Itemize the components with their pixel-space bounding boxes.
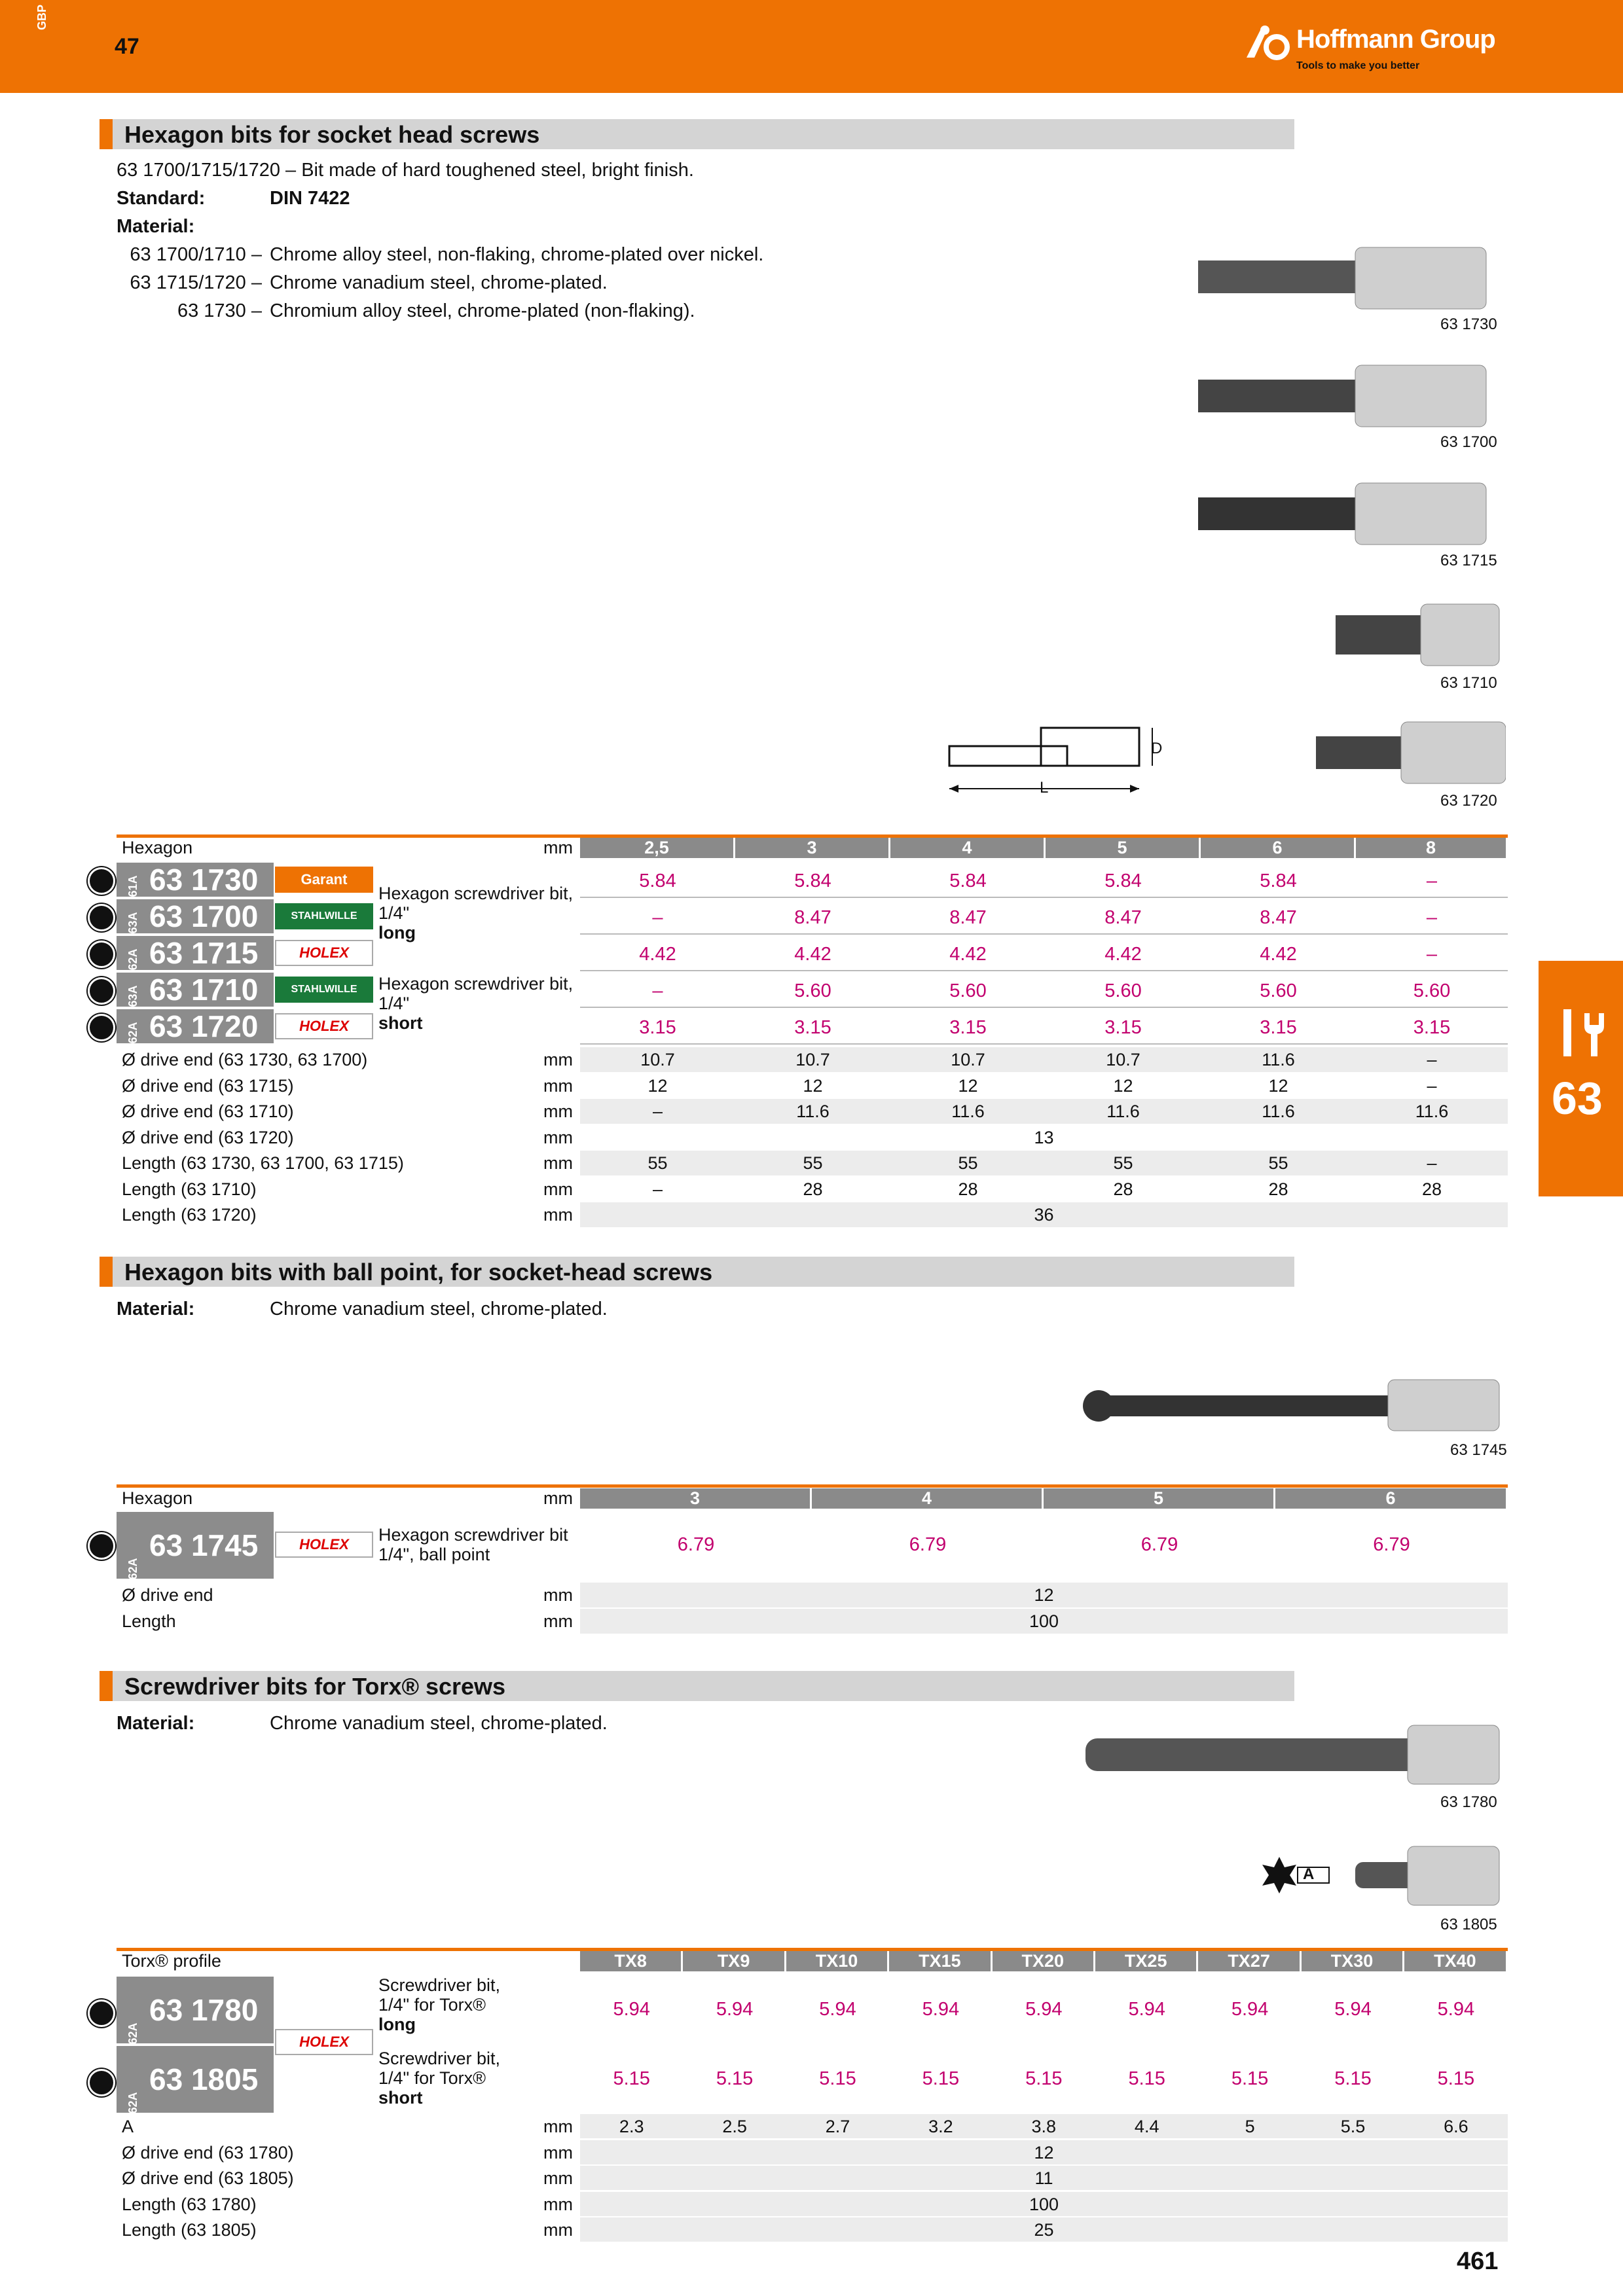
size-header: TX15 (889, 1951, 992, 1971)
dimension-value: 12 (1034, 1585, 1054, 1605)
image-caption: 63 1805 (1440, 1916, 1497, 1933)
article-prefix: 62A (126, 1558, 139, 1580)
dimension-value: 12 (803, 1075, 823, 1096)
image-caption: 63 1745 (1450, 1441, 1507, 1459)
price-cell: 5.15 (1334, 2068, 1372, 2089)
material-label: Material: (117, 216, 195, 237)
size-header: 6 (1201, 838, 1356, 858)
price-cell: 8.47 (1104, 907, 1142, 928)
price-cell: 6.79 (909, 1534, 947, 1555)
dimension-drawing (943, 720, 1185, 798)
wrench-screwdriver-icon (1558, 1007, 1604, 1059)
price-cell: – (652, 980, 663, 1001)
article-number (117, 936, 274, 970)
stock-dot-icon (88, 977, 115, 1005)
dimension-value: 28 (1113, 1179, 1133, 1199)
article-no: 63 1745 (149, 1528, 259, 1562)
brand-logo (1244, 20, 1519, 79)
material-text: Chrome vanadium steel, chrome-plated. (270, 1713, 608, 1734)
bit-image-63-1720 (1316, 717, 1506, 789)
holex-logo: HOLEX (275, 2029, 373, 2055)
dimension-value: 36 (1034, 1205, 1054, 1225)
unit-label: mm (543, 1488, 573, 1508)
article-number (117, 1009, 274, 1043)
size-header: 6 (1275, 1488, 1508, 1509)
article-number (117, 973, 274, 1007)
description-long (378, 1975, 500, 2034)
material-text: Chrome vanadium steel, chrome-plated. (270, 272, 608, 293)
size-header: TX9 (683, 1951, 786, 1971)
size-header: TX30 (1302, 1951, 1404, 1971)
bit-image-63-1715 (1198, 478, 1506, 550)
dimension-value: 2.7 (825, 2117, 850, 2136)
unit-label: mm (543, 2220, 573, 2240)
dimension-label: Ø drive end (63 1780) (122, 2142, 294, 2162)
dimension-value: – (652, 1179, 663, 1199)
dimension-value: 12 (1034, 2142, 1054, 2162)
size-header: 5 (1046, 838, 1201, 858)
size-header: 3 (580, 1488, 812, 1509)
article-prefix: 61A (126, 875, 139, 897)
stahlwille-logo: STAHLWILLE (275, 903, 373, 929)
size-header: 8 (1356, 838, 1508, 858)
desc-line: long (378, 923, 416, 942)
page-header (0, 0, 1623, 93)
section-title-torx (100, 1671, 1294, 1701)
size-header: TX25 (1095, 1951, 1198, 1971)
price-cell: 3.15 (639, 1017, 676, 1038)
price-cell: 5.60 (1104, 980, 1142, 1001)
dimension-label: A (122, 2117, 134, 2136)
dimension-label: Length (63 1710) (122, 1179, 257, 1199)
dimension-value: 3.8 (1031, 2117, 1057, 2136)
material-text: Chrome alloy steel, non-flaking, chrome-plated over nickel. (270, 244, 764, 265)
price-cell: 5.94 (1025, 1999, 1063, 2020)
article-prefix: 63A (126, 912, 139, 934)
price-cell: 5.84 (949, 870, 987, 891)
dimension-value: 12 (647, 1075, 668, 1096)
stock-dot-icon (88, 1532, 115, 1560)
section-title-text: Hexagon bits for socket head screws (124, 121, 540, 148)
bit-image-63-1780 (1080, 1721, 1506, 1787)
desc-line: Hexagon screwdriver bit (378, 1525, 568, 1545)
unit-label: mm (543, 1585, 573, 1605)
price-cell: 5.94 (1334, 1999, 1372, 2020)
dimension-label: Ø drive end (63 1720) (122, 1127, 294, 1147)
price-cell: 5.15 (1437, 2068, 1475, 2089)
unit-label: mm (543, 1611, 573, 1631)
price-cell: 4.42 (794, 944, 831, 965)
dimension-value: 5.5 (1340, 2117, 1366, 2136)
dimension-value: – (1427, 1050, 1437, 1069)
dimension-label: Ø drive end (63 1715) (122, 1075, 294, 1096)
catalog-code: GBP (35, 4, 48, 30)
standard-label: Standard: (117, 188, 206, 209)
desc-line: Hexagon screwdriver bit, (378, 884, 574, 903)
dimension-value: 28 (803, 1179, 823, 1199)
price-cell: 6.79 (677, 1534, 715, 1555)
dimension-value: 6.6 (1444, 2117, 1468, 2136)
price-cell: 5.15 (716, 2068, 754, 2089)
dimension-value: 55 (1113, 1153, 1133, 1173)
section-title-text: Screwdriver bits for Torx® screws (124, 1673, 506, 1700)
dimension-value: 3.2 (928, 2117, 953, 2136)
row-divider (580, 933, 1508, 935)
price-cell: 3.15 (1413, 1017, 1451, 1038)
price-cell: 3.15 (1260, 1017, 1297, 1038)
dimension-label: Length (63 1780) (122, 2194, 257, 2214)
price-cell: 4.42 (1104, 944, 1142, 965)
desc-line: short (378, 2088, 423, 2108)
desc-line: Screwdriver bit, (378, 1975, 501, 1995)
dimension-value: 55 (803, 1153, 823, 1173)
chapter-tab (1539, 961, 1623, 1196)
description-short (378, 974, 573, 1033)
dimension-label: Ø drive end (63 1805) (122, 2168, 294, 2188)
dimension-value: 10.7 (1106, 1050, 1140, 1069)
chapter-number: 63 (1552, 1073, 1603, 1124)
dimension-value: 11.6 (1262, 1102, 1295, 1121)
dimension-value: 28 (1421, 1179, 1442, 1199)
price-cell: 5.84 (1104, 870, 1142, 891)
price-cell: 5.60 (1413, 980, 1451, 1001)
price-cell: 3.15 (949, 1017, 987, 1038)
price-cell: – (1426, 944, 1438, 965)
drawing-label-a: A (1303, 1865, 1315, 1883)
dimension-value: 28 (1268, 1179, 1288, 1199)
price-cell: 5.15 (1025, 2068, 1063, 2089)
row-divider (580, 897, 1508, 898)
price-cell: 5.60 (1260, 980, 1297, 1001)
price-cell: 5.15 (1231, 2068, 1269, 2089)
dimension-value: 55 (958, 1153, 978, 1173)
price-cell: 8.47 (1260, 907, 1297, 928)
price-cell: 5.15 (819, 2068, 856, 2089)
price-cell: 5.15 (922, 2068, 960, 2089)
table-top-rule (117, 1484, 1508, 1488)
hoffmann-logo-icon (1244, 24, 1292, 63)
dimension-value: 55 (1268, 1153, 1288, 1173)
price-cell: 4.42 (949, 944, 987, 965)
image-caption: 63 1715 (1440, 552, 1497, 569)
torx-star-icon (1262, 1857, 1296, 1893)
dimension-value: – (652, 1102, 663, 1121)
size-header: 5 (1044, 1488, 1275, 1509)
dimension-label: Ø drive end (63 1730, 63 1700) (122, 1050, 368, 1069)
price-cell: 6.79 (1140, 1534, 1178, 1555)
unit-label: mm (543, 1127, 573, 1147)
price-cell: 5.94 (1231, 1999, 1269, 2020)
unit-label: mm (543, 1050, 573, 1069)
material-text: Chromium alloy steel, chrome-plated (non-flaking). (270, 300, 695, 321)
dimension-value: 10.7 (951, 1050, 985, 1069)
price-cell: 3.15 (1104, 1017, 1142, 1038)
material-label: Material: (117, 1713, 195, 1734)
bit-image-63-1700 (1198, 360, 1506, 432)
price-cell: 3.15 (794, 1017, 831, 1038)
article-no: 63 1805 (149, 2062, 259, 2096)
dimension-label: Ø drive end (63 1710) (122, 1102, 294, 1121)
dimension-value: 11.6 (1262, 1050, 1295, 1069)
desc-line: 1/4", ball point (378, 1545, 490, 1564)
section-title-text: Hexagon bits with ball point, for socket-head screws (124, 1259, 713, 1285)
desc-line: 1/4" for Torx® (378, 1995, 486, 2015)
article-no: 63 1715 (149, 936, 259, 970)
brand-name: Hoffmann Group (1296, 25, 1495, 54)
dimension-value: 100 (1029, 1611, 1059, 1631)
price-cell: 8.47 (949, 907, 987, 928)
standard-value: DIN 7422 (270, 188, 350, 209)
unit-label: mm (543, 1102, 573, 1121)
size-header: TX10 (786, 1951, 889, 1971)
description (378, 1525, 568, 1564)
unit-label: mm (543, 1153, 573, 1173)
dimension-value: 5 (1245, 2117, 1255, 2136)
stock-dot-icon (88, 941, 115, 968)
desc-line: 1/4" (378, 903, 410, 923)
dimension-value: 12 (1268, 1075, 1288, 1096)
article-no: 63 1700 (149, 899, 259, 933)
dimension-value: 11.6 (796, 1102, 830, 1121)
price-cell: 5.60 (949, 980, 987, 1001)
page-index: 47 (115, 34, 139, 59)
price-cell: 5.94 (1437, 1999, 1475, 2020)
row-divider (580, 970, 1508, 971)
brand-tagline: Tools to make you better (1296, 60, 1420, 71)
dimension-value: – (1427, 1153, 1437, 1173)
size-header: 3 (735, 838, 890, 858)
price-cell: 5.60 (794, 980, 831, 1001)
drawing-label-l: L (1040, 779, 1049, 797)
dimension-label: Length (63 1730, 63 1700, 63 1715) (122, 1153, 404, 1173)
description-long (378, 884, 573, 942)
unit-label: mm (543, 2194, 573, 2214)
article-number (117, 1977, 274, 2043)
price-cell: 5.94 (922, 1999, 960, 2020)
image-caption: 63 1720 (1440, 792, 1497, 810)
price-cell: 5.94 (1128, 1999, 1165, 2020)
price-cell: 5.94 (613, 1999, 650, 2020)
article-number (117, 899, 274, 933)
article-number (117, 863, 274, 897)
price-cell: 4.42 (639, 944, 676, 965)
material-codes: 63 1730 – (177, 300, 262, 321)
price-cell: – (652, 907, 663, 928)
row-divider (580, 1043, 1508, 1045)
stahlwille-logo: STAHLWILLE (275, 977, 373, 1003)
dimension-value: 2.3 (619, 2117, 644, 2136)
image-caption: 63 1710 (1440, 674, 1497, 692)
dimension-label: Length (63 1720) (122, 1205, 257, 1225)
price-cell: 5.84 (1260, 870, 1297, 891)
dimension-label: Ø drive end (122, 1585, 213, 1605)
article-prefix: 63A (126, 985, 139, 1007)
price-cell: 5.94 (819, 1999, 856, 2020)
article-prefix: 62A (126, 2092, 139, 2114)
dimension-value: 13 (1034, 1127, 1054, 1147)
dimension-value: 11.6 (1106, 1102, 1140, 1121)
bit-image-63-1710 (1336, 599, 1506, 671)
unit-label: mm (543, 1205, 573, 1225)
row-divider (580, 1007, 1508, 1008)
section-title-ball-point (100, 1257, 1294, 1287)
unit-label: mm (543, 1179, 573, 1199)
dimension-label: Length (63 1805) (122, 2220, 257, 2240)
stock-dot-icon (88, 867, 115, 895)
dimension-value: 12 (958, 1075, 978, 1096)
stock-dot-icon (88, 904, 115, 931)
table-header-label: Hexagon (122, 1488, 193, 1508)
unit-label: mm (543, 2142, 573, 2162)
size-header: TX20 (993, 1951, 1095, 1971)
price-cell: – (1426, 907, 1438, 928)
material-text: Chrome vanadium steel, chrome-plated. (270, 1299, 608, 1319)
size-header: TX8 (580, 1951, 683, 1971)
price-cell: 5.94 (716, 1999, 754, 2020)
dimension-value: 11 (1034, 2168, 1053, 2188)
material-codes: 63 1715/1720 – (130, 272, 262, 293)
bit-image-63-1745 (1080, 1374, 1506, 1433)
table-header-label: Torx® profile (122, 1951, 221, 1971)
price-cell: 8.47 (794, 907, 831, 928)
image-caption: 63 1700 (1440, 433, 1497, 451)
size-header: TX40 (1404, 1951, 1507, 1971)
dimension-value: 12 (1113, 1075, 1133, 1096)
dimension-value: 28 (958, 1179, 978, 1199)
price-cell: 4.42 (1260, 944, 1297, 965)
article-no: 63 1710 (149, 973, 259, 1007)
bit-image-63-1805 (1257, 1842, 1506, 1908)
price-cell: – (1426, 870, 1438, 891)
bit-image-63-1730 (1198, 242, 1506, 314)
holex-logo: HOLEX (275, 940, 373, 966)
price-cell: 5.84 (639, 870, 676, 891)
holex-logo: HOLEX (275, 1013, 373, 1039)
dimension-value: 4.4 (1134, 2117, 1159, 2136)
size-header: 2,5 (580, 838, 735, 858)
desc-line: short (378, 1013, 423, 1033)
drawing-label-d: D (1151, 740, 1163, 757)
holex-logo: HOLEX (275, 1532, 373, 1558)
article-prefix: 62A (126, 948, 139, 971)
table-header-label: Hexagon (122, 838, 193, 857)
dimension-value: 100 (1029, 2194, 1059, 2214)
unit-label: mm (543, 838, 573, 857)
unit-label: mm (543, 2117, 573, 2136)
stock-dot-icon (88, 1014, 115, 1041)
size-header: TX27 (1198, 1951, 1301, 1971)
garant-logo: Garant (275, 867, 373, 893)
intro-text: 63 1700/1715/1720 – Bit made of hard toughened steel, bright finish. (117, 160, 694, 181)
article-prefix: 62A (126, 2022, 139, 2045)
section-title-hexagon-bits (100, 119, 1294, 149)
desc-line: long (378, 2015, 416, 2034)
dimension-value: 25 (1034, 2220, 1054, 2240)
article-no: 63 1720 (149, 1009, 259, 1043)
unit-label: mm (543, 1075, 573, 1096)
size-header: 4 (890, 838, 1046, 858)
article-number (117, 1512, 274, 1579)
image-caption: 63 1780 (1440, 1793, 1497, 1811)
dimension-value: – (1427, 1075, 1437, 1096)
article-no: 63 1730 (149, 863, 259, 897)
material-label: Material: (117, 1299, 195, 1319)
price-cell: 5.15 (613, 2068, 650, 2089)
dimension-value: 11.6 (951, 1102, 985, 1121)
material-codes: 63 1700/1710 – (130, 244, 262, 265)
desc-line: 1/4" (378, 994, 410, 1013)
dimension-value: 11.6 (1415, 1102, 1449, 1121)
price-cell: 6.79 (1373, 1534, 1410, 1555)
image-caption: 63 1730 (1440, 315, 1497, 333)
dimension-value: 55 (647, 1153, 668, 1173)
size-header: 4 (812, 1488, 1044, 1509)
article-number (117, 2046, 274, 2113)
desc-line: Hexagon screwdriver bit, (378, 974, 574, 994)
dimension-label: Length (122, 1611, 176, 1631)
dimension-value: 10.7 (640, 1050, 675, 1069)
desc-line: Screwdriver bit, (378, 2049, 501, 2068)
article-no: 63 1780 (149, 1993, 259, 2027)
description-short (378, 2049, 500, 2108)
unit-label: mm (543, 2168, 573, 2188)
page-number: 461 (1457, 2248, 1499, 2275)
desc-line: 1/4" for Torx® (378, 2068, 486, 2088)
price-cell: 5.84 (794, 870, 831, 891)
dimension-value: 2.5 (722, 2117, 747, 2136)
dimension-value: 10.7 (795, 1050, 830, 1069)
article-prefix: 62A (126, 1022, 139, 1044)
price-cell: 5.15 (1128, 2068, 1165, 2089)
